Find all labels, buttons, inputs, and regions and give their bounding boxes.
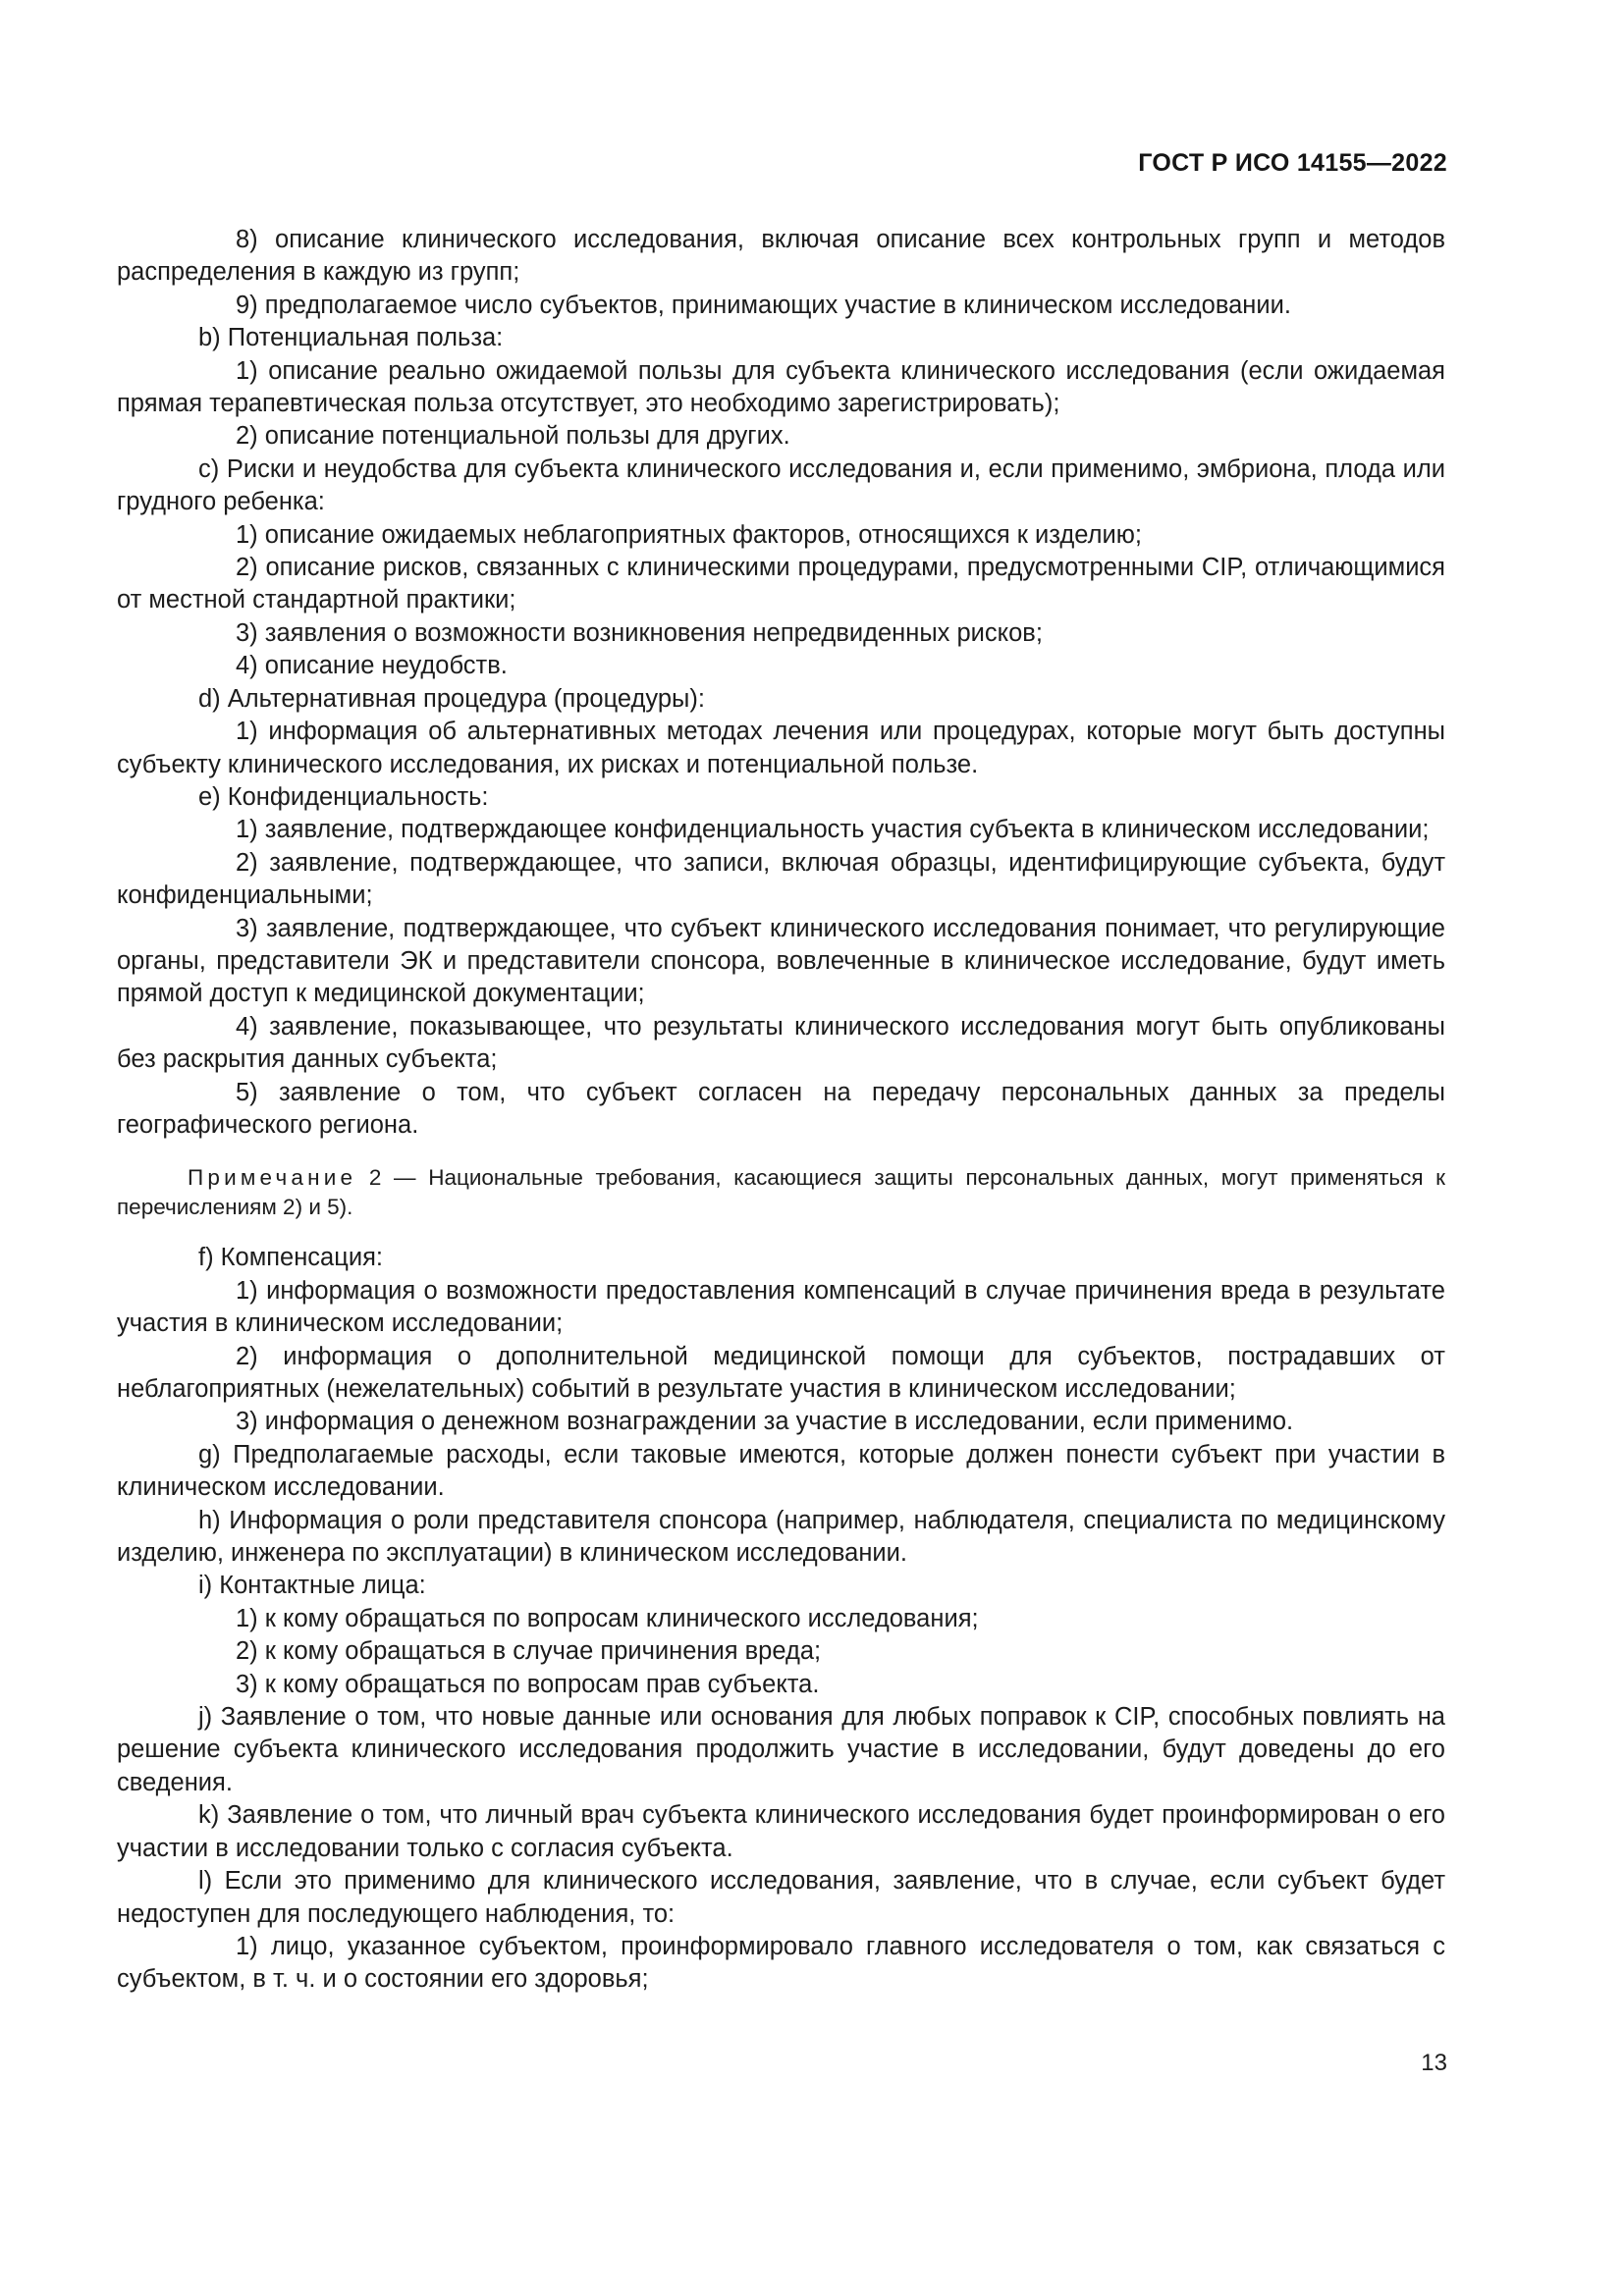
section-heading: i) Контактные лица:: [198, 1572, 426, 1600]
page-number: 13: [1421, 2050, 1447, 2076]
section-paragraph: k) Заявление о том, что личный врач субъекта клинического исследования будет проинформирован о его участии в исследовании только с согласия субъекта.: [117, 1801, 1445, 1862]
standard-header: ГОСТ Р ИСО 14155—2022: [1138, 149, 1447, 177]
list-item: 3) заявление, подтверждающее, что субъект клинического исследования понимает, что регулирующие органы, представители ЭК и представители спонсора, вовлеченные в клиническое исследование, будут иметь прямой доступ к медицинской документации;: [117, 914, 1445, 1008]
section-heading: f) Компенсация:: [198, 1244, 383, 1272]
section-paragraph: g) Предполагаемые расходы, если таковые имеются, которые должен понести субъект при участии в клиническом исследовании.: [117, 1440, 1445, 1502]
section-heading: c) Риски и неудобства для субъекта клинического исследования и, если применимо, эмбриона, плода или грудного ребенка:: [117, 454, 1445, 516]
list-item: 4) заявление, показывающее, что результаты клинического исследования могут быть опубликованы без раскрытия данных субъекта;: [117, 1012, 1445, 1074]
list-item: 3) к кому обращаться по вопросам прав субъекта.: [236, 1670, 820, 1698]
list-item: 1) к кому обращаться по вопросам клинического исследования;: [236, 1604, 979, 1632]
section-paragraph: h) Информация о роли представителя спонсора (например, наблюдателя, специалиста по медицинскому изделию, инженера по эксплуатации) в клиническом исследовании.: [117, 1506, 1445, 1568]
list-item: 9) предполагаемое число субъектов, принимающих участие в клиническом исследовании.: [236, 291, 1291, 319]
section-heading: e) Конфиденциальность:: [198, 782, 489, 811]
list-item: 2) описание рисков, связанных с клиническими процедурами, предусмотренными CIP, отличающимися от местной стандартной практики;: [117, 554, 1445, 614]
section-heading: d) Альтернативная процедура (процедуры):: [198, 684, 705, 713]
list-item: 2) описание потенциальной пользы для других.: [236, 422, 790, 451]
list-item: 1) информация об альтернативных методах лечения или процедурах, которые могут быть доступны субъекту клинического исследования, их рисках и потенциальной пользе.: [117, 718, 1445, 778]
document-body: [117, 224, 1445, 1997]
section-paragraph: l) Если это применимо для клинического исследования, заявление, что в случае, если субъект будет недоступен для последующего наблюдения, то:: [117, 1867, 1445, 1928]
section-heading: b) Потенциальная польза:: [198, 324, 504, 352]
list-item: 4) описание неудобств.: [236, 652, 508, 680]
section-paragraph: j) Заявление о том, что новые данные или основания для любых поправок к CIP, способных повлиять на решение субъекта клинического исследования продолжить участие в исследовании, будут доведены до его сведения.: [117, 1703, 1445, 1796]
list-item: 8) описание клинического исследования, включая описание всех контрольных групп и методов распределения в каждую из групп;: [117, 226, 1445, 287]
list-item: 1) информация о возможности предоставления компенсаций в случае причинения вреда в результате участия в клиническом исследовании;: [117, 1276, 1445, 1338]
list-item: 3) заявления о возможности возникновения непредвиденных рисков;: [236, 618, 1043, 647]
note-text: 2 — Национальные требования, касающиеся защиты персональных данных, могут применяться к перечислениям 2) и 5).: [117, 1165, 1445, 1220]
list-item: 3) информация о денежном вознаграждении за участие в исследовании, если применимо.: [236, 1408, 1294, 1436]
list-item: 2) к кому обращаться в случае причинения вреда;: [236, 1637, 822, 1666]
list-item: 2) заявление, подтверждающее, что записи, включая образцы, идентифицирующие субъекта, будут конфиденциальными;: [117, 848, 1445, 910]
note-label: Примечание: [188, 1165, 357, 1191]
list-item: 5) заявление о том, что субъект согласен на передачу персональных данных за пределы географического региона.: [117, 1078, 1445, 1139]
list-item: 1) лицо, указанное субъектом, проинформировало главного исследователя о том, как связаться с субъектом, в т. ч. и о состоянии его здоровья;: [117, 1932, 1445, 1994]
note: [117, 1163, 1445, 1222]
list-item: 1) заявление, подтверждающее конфиденциальность участия субъекта в клиническом исследовании;: [236, 816, 1430, 844]
list-item: 1) описание ожидаемых неблагоприятных факторов, относящихся к изделию;: [236, 520, 1142, 549]
list-item: 2) информация о дополнительной медицинской помощи для субъектов, пострадавших от неблагоприятных (нежелательных) событий в результате участия в клиническом исследовании;: [117, 1342, 1445, 1403]
list-item: 1) описание реально ожидаемой пользы для субъекта клинического исследования (если ожидаемая прямая терапевтическая польза отсутствует, это необходимо зарегистрировать);: [117, 356, 1445, 418]
